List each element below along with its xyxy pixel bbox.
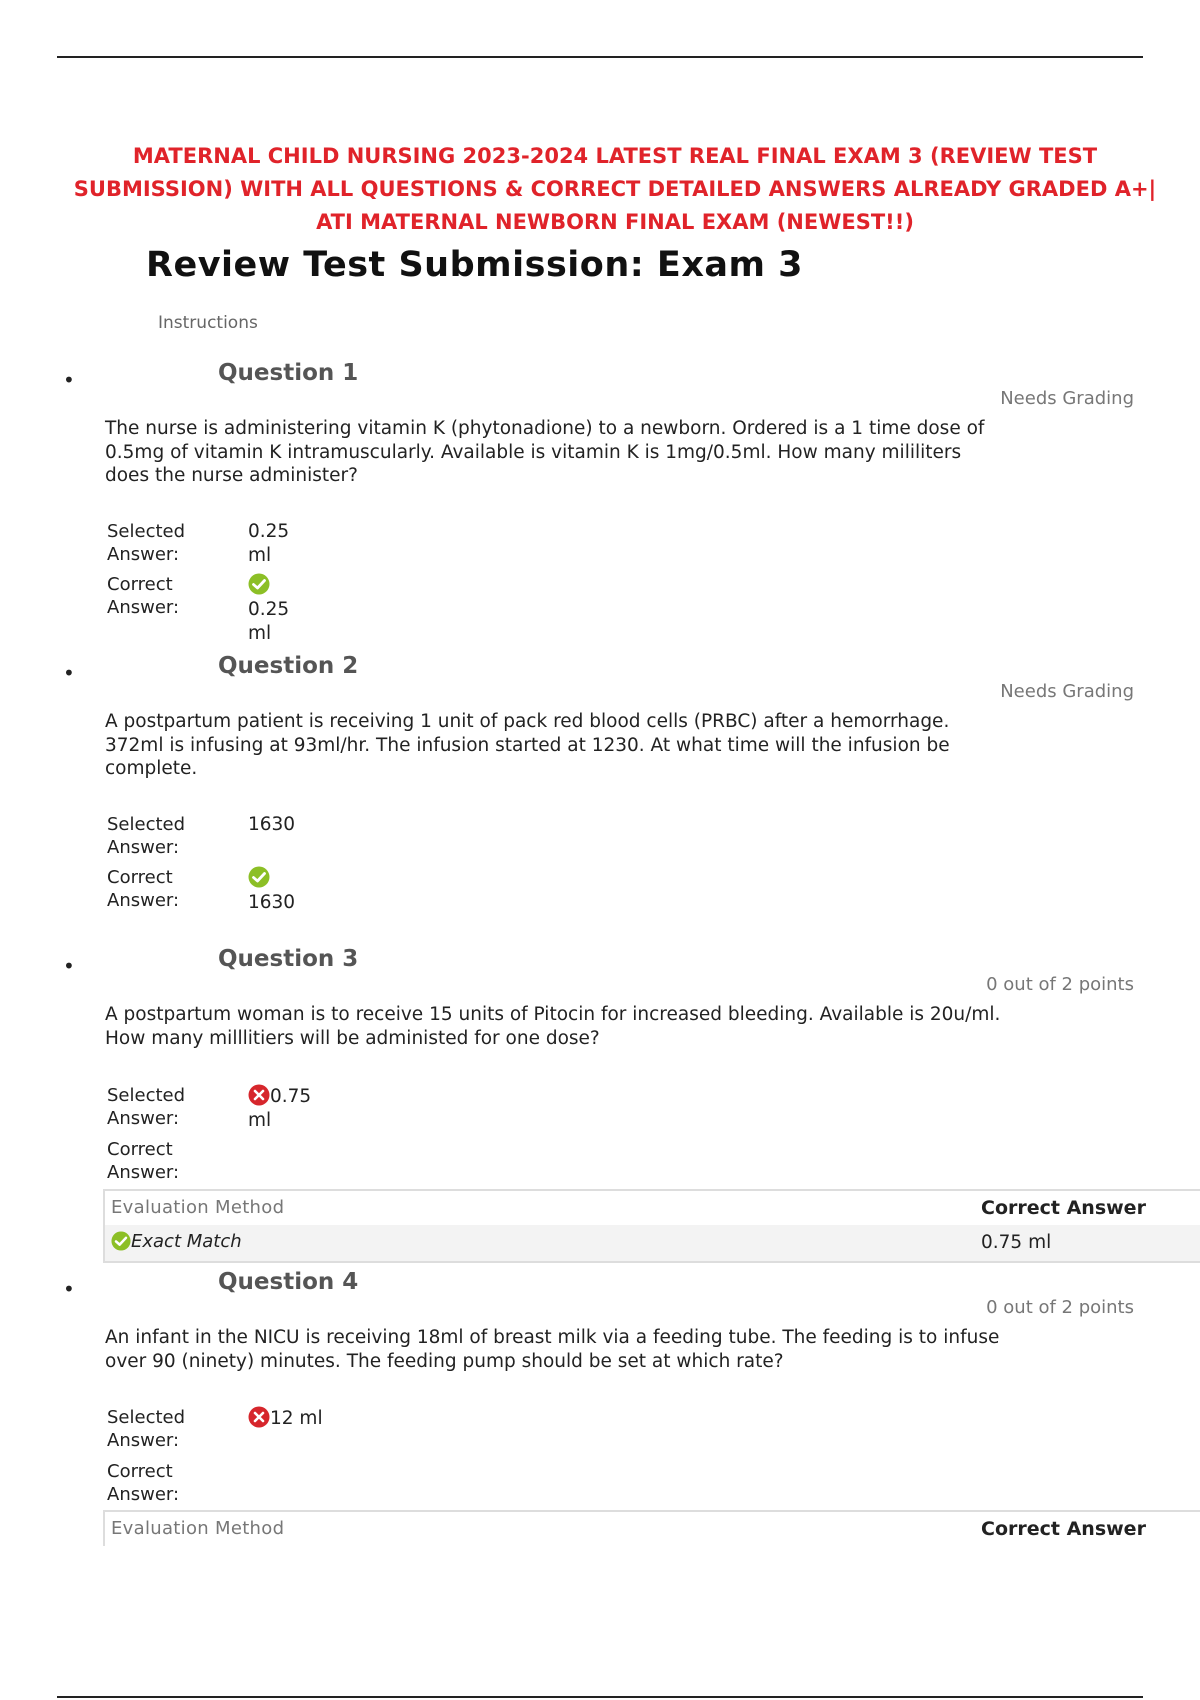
bullet-icon: • [63, 661, 75, 685]
selected-answer-label: Selected Answer: [107, 814, 186, 858]
top-rule [57, 56, 1143, 58]
question-title: Question 1 [218, 360, 359, 386]
correct-answer-label: Correct Answer: [107, 1139, 180, 1183]
evaluation-method-text: Exact Match [131, 1231, 242, 1252]
question-status: 0 out of 2 points [986, 1297, 1134, 1318]
selected-answer-value: 0.25 ml [248, 521, 290, 566]
selected-answer-value [248, 1084, 328, 1133]
evaluation-method-header: Evaluation Method [111, 1518, 285, 1539]
correct-answer-value [248, 866, 296, 915]
instructions-label[interactable]: Instructions [158, 313, 258, 333]
correct-answer-label: Correct Answer: [107, 867, 180, 911]
bullet-icon: • [63, 368, 75, 392]
question-text: A postpartum woman is to receive 15 units of Pitocin for increased bleeding. Available is 20u/ml. How many milllitiers will be administed for one dose? [105, 1004, 1001, 1049]
bullet-icon: • [63, 954, 75, 978]
check-circle-icon [248, 573, 270, 595]
evaluation-method-cell [111, 1231, 242, 1252]
evaluation-table-header [105, 1512, 1200, 1546]
question-status: 0 out of 2 points [986, 974, 1134, 995]
question-status: Needs Grading [1000, 388, 1134, 409]
correct-answer-text: 1630 [248, 892, 296, 913]
correct-answer-text: 0.25 ml [248, 599, 290, 644]
evaluation-method-header: Evaluation Method [111, 1197, 285, 1218]
evaluation-table-header [105, 1191, 1200, 1225]
check-circle-icon [248, 866, 270, 888]
question-status: Needs Grading [1000, 681, 1134, 702]
evaluation-table [103, 1510, 1200, 1546]
selected-answer-text: 0.75 ml [248, 1086, 312, 1131]
page-heading: Review Test Submission: Exam 3 [146, 245, 804, 285]
selected-answer-text: 12 ml [270, 1408, 323, 1429]
evaluation-correct-answer: 0.75 ml [981, 1232, 1052, 1253]
question-text: An infant in the NICU is receiving 18ml of breast milk via a feeding tube. The feeding is to infuse over 90 (ninety) minutes. The feeding pump should be set at which rate? [105, 1327, 1000, 1372]
x-circle-icon [248, 1406, 270, 1428]
bottom-rule [57, 1696, 1143, 1698]
bullet-icon: • [63, 1277, 75, 1301]
x-circle-icon [248, 1084, 270, 1106]
selected-answer-label: Selected Answer: [107, 521, 186, 565]
check-circle-icon [111, 1231, 131, 1251]
question-title: Question 2 [218, 653, 359, 679]
question-text: The nurse is administering vitamin K (phytonadione) to a newborn. Ordered is a 1 time dose of 0.5mg of vitamin K intramuscularly. Available is vitamin K is 1mg/0.5ml. How many mililiters does the nurse administer? [105, 418, 985, 486]
selected-answer-value [248, 1406, 328, 1431]
question-title: Question 4 [218, 1269, 359, 1295]
correct-answer-label: Correct Answer: [107, 1461, 180, 1505]
correct-answer-value [248, 573, 308, 646]
selected-answer-value: 1630 [248, 814, 296, 835]
correct-answer-label: Correct Answer: [107, 574, 180, 618]
selected-answer-label: Selected Answer: [107, 1407, 186, 1451]
question-title: Question 3 [218, 946, 359, 972]
correct-answer-header: Correct Answer [981, 1518, 1146, 1540]
question-text: A postpartum patient is receiving 1 unit of pack red blood cells (PRBC) after a hemorrhage. 372ml is infusing at 93ml/hr. The infusion started at 1230. At what time will the infusion be complete. [105, 711, 950, 779]
selected-answer-label: Selected Answer: [107, 1085, 186, 1129]
evaluation-table-row [105, 1225, 1200, 1261]
document-title: MATERNAL CHILD NURSING 2023-2024 LATEST REAL FINAL EXAM 3 (REVIEW TEST SUBMISSION) WITH ALL QUESTIONS & CORRECT DETAILED ANSWERS ALREADY GRADED A+| ATI MATERNAL NEWBORN FINAL EXAM (NEWEST!!) [73, 144, 1157, 234]
evaluation-table [103, 1189, 1200, 1263]
correct-answer-header: Correct Answer [981, 1197, 1146, 1219]
